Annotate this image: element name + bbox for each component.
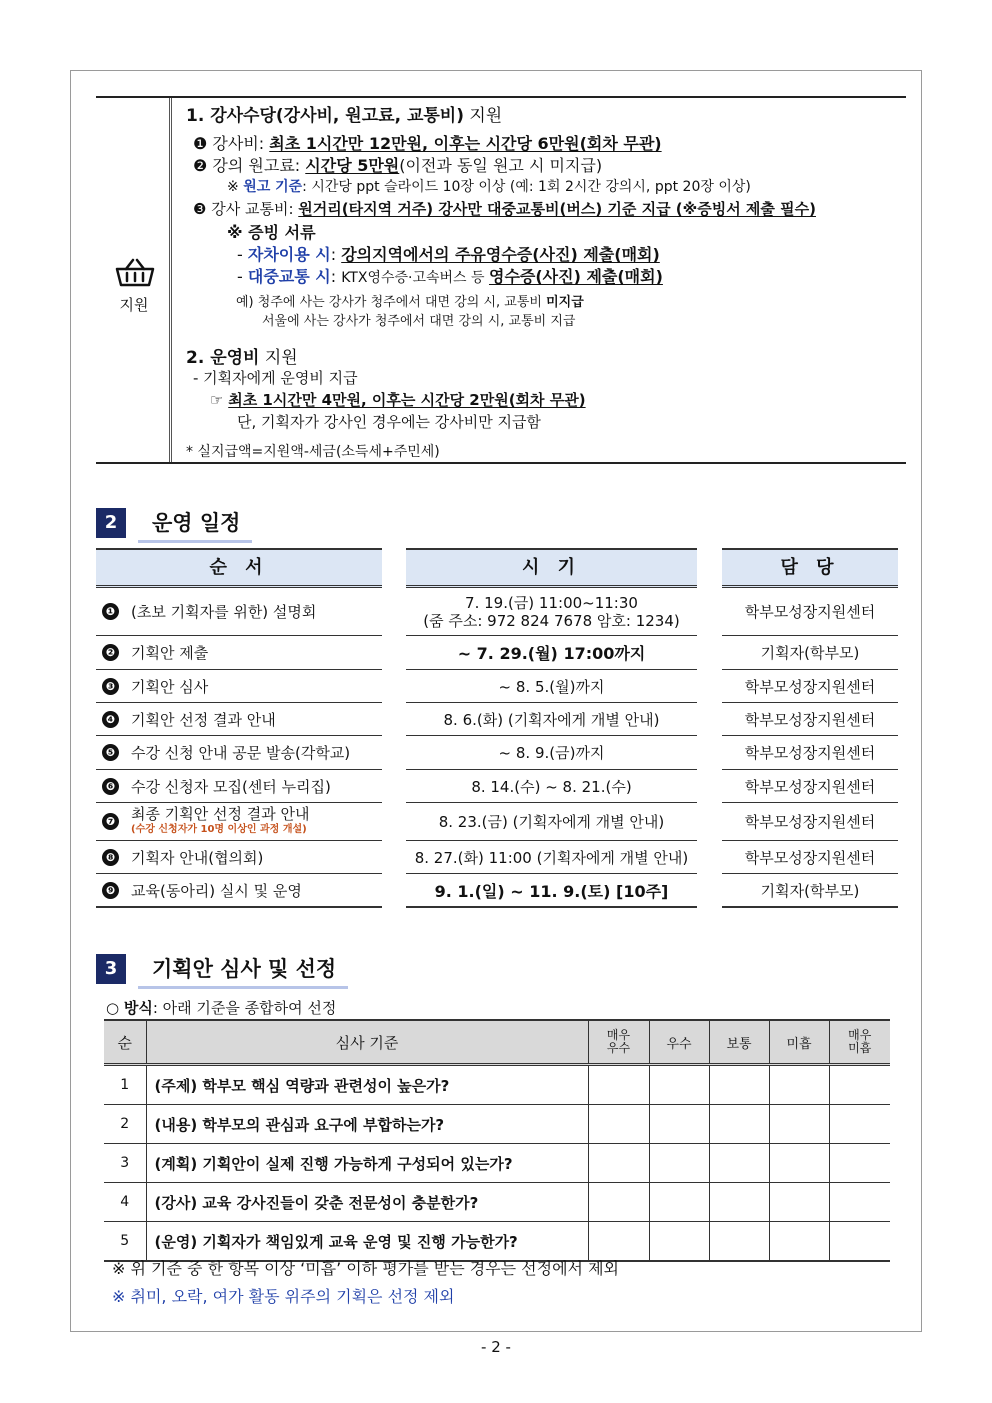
rating-cell[interactable] xyxy=(649,1144,709,1183)
example-1-text: 예) 청주에 사는 강사가 청주에서 대면 강의 시, 교통비 xyxy=(236,295,547,310)
schedule-row-7-task xyxy=(96,803,382,841)
transport-line xyxy=(193,198,816,219)
method-label: 방식 xyxy=(123,999,153,1017)
criteria-text: (강사) 교육 강사진들이 갖춘 전문성이 충분한가? xyxy=(146,1183,588,1222)
public-label: 대중교통 시 xyxy=(247,267,331,286)
item1-heading xyxy=(186,101,502,126)
task-text: 수강 신청자 모집(센터 누리집) xyxy=(131,777,331,796)
zoom-info: (줌 주소: 972 824 7678 암호: 1234) xyxy=(423,611,680,630)
rating-cell[interactable] xyxy=(709,1222,769,1262)
item1-suffix: 지원 xyxy=(463,106,503,126)
header-excellent: 우수 xyxy=(649,1020,709,1065)
car-label: 자차이용 시 xyxy=(247,245,331,264)
schedule-row-3-task xyxy=(96,670,382,703)
section2-title: 운영 일정 xyxy=(138,507,252,543)
header-very-poor xyxy=(829,1020,890,1065)
row-number: 1 xyxy=(104,1065,146,1105)
rating-cell[interactable] xyxy=(829,1183,890,1222)
section3-number: 3 xyxy=(96,954,126,984)
car-dash: - xyxy=(237,245,248,264)
rating-cell[interactable] xyxy=(709,1105,769,1144)
section2-number: 2 xyxy=(96,508,126,538)
criteria-text: (운영) 기획자가 책임있게 교육 운영 및 진행 가능한가? xyxy=(146,1222,588,1262)
task-text: (초보 기획자를 위한) 설명회 xyxy=(131,603,317,621)
manuscript-bullet: ❷ xyxy=(193,156,208,175)
row-number: 4 xyxy=(104,1183,146,1222)
table-row xyxy=(104,1105,890,1144)
step-number-7: ❼ xyxy=(102,813,119,830)
schedule-row-9-date: 9. 1.(일) ~ 11. 9.(토) [10주] xyxy=(406,874,697,908)
rating-cell[interactable] xyxy=(588,1105,649,1144)
operation-line-3: 단, 기획자가 강사인 경우에는 강사비만 지급함 xyxy=(237,413,541,431)
schedule-header-owner: 담 당 xyxy=(722,548,898,588)
evaluation-header-row xyxy=(104,1020,890,1065)
method-text: : 아래 기준을 종합하여 선정 xyxy=(152,999,337,1017)
schedule-row-8-task xyxy=(96,841,382,874)
table-row xyxy=(104,1065,890,1105)
schedule-row-2-task xyxy=(96,636,382,670)
schedule-row-4-task xyxy=(96,703,382,736)
task-note: (수강 신청자가 10명 이상인 과정 개설) xyxy=(131,823,307,835)
example-1-bold: 미지급 xyxy=(546,295,584,310)
schedule-row-7-date: 8. 23.(금) (기획자에게 개별 안내) xyxy=(406,803,697,841)
rating-cell[interactable] xyxy=(649,1105,709,1144)
table-row xyxy=(104,1144,890,1183)
support-label-cell xyxy=(96,98,172,462)
schedule-row-7-owner: 학부모성장지원센터 xyxy=(722,803,898,841)
exclusion-note-2: ※ 취미, 오락, 여가 활동 위주의 기획은 선정 제외 xyxy=(112,1287,455,1306)
car-line xyxy=(237,242,660,265)
rating-cell[interactable] xyxy=(709,1183,769,1222)
schedule-row-5-date: ~ 8. 9.(금)까지 xyxy=(406,736,697,770)
manuscript-note: (이전과 동일 원고 시 미지급) xyxy=(399,156,603,175)
schedule-row-1-task xyxy=(96,588,382,636)
header-criteria: 심사 기준 xyxy=(146,1020,588,1065)
manuscript-prefix: 강의 원고료: xyxy=(207,156,306,175)
schedule-row-2-owner: 기획자(학부모) xyxy=(722,636,898,670)
public-colon: : xyxy=(330,267,342,286)
header-average: 보통 xyxy=(709,1020,769,1065)
pointing-hand-icon: ☞ xyxy=(210,391,224,409)
page-number: - 2 - xyxy=(481,1338,511,1356)
evaluation-table xyxy=(104,1019,890,1262)
support-footnote: * 실지급액=지원액-세금(소득세+주민세) xyxy=(186,444,440,460)
schedule-header-order: 순 서 xyxy=(96,548,382,588)
schedule-row-9-owner: 기획자(학부모) xyxy=(722,874,898,908)
rating-cell[interactable] xyxy=(649,1065,709,1105)
rating-cell[interactable] xyxy=(829,1144,890,1183)
example-2: 서울에 사는 강사가 청주에서 대면 강의 시, 교통비 지급 xyxy=(262,314,576,329)
rating-cell[interactable] xyxy=(769,1065,829,1105)
date-text: 7. 19.(금) 11:00~11:30 xyxy=(465,593,638,612)
rating-cell[interactable] xyxy=(709,1065,769,1105)
item2-suffix: 지원 xyxy=(259,348,298,368)
schedule-header-date: 시 기 xyxy=(406,548,697,588)
manuscript-standard xyxy=(227,176,751,196)
example-1 xyxy=(236,291,584,310)
step-number-5: ❺ xyxy=(102,744,119,761)
transport-prefix: 강사 교통비: xyxy=(206,200,299,218)
task-text: 기획안 선정 결과 안내 xyxy=(131,710,276,729)
item2-title: 2. 운영비 xyxy=(186,348,260,368)
operation-line-2 xyxy=(210,389,586,410)
step-number-2: ❷ xyxy=(102,644,119,661)
basket-icon xyxy=(115,256,155,288)
selection-method xyxy=(106,997,336,1018)
step-number-6: ❻ xyxy=(102,778,119,795)
step-number-1: ❶ xyxy=(102,603,119,620)
transport-bullet: ❸ xyxy=(193,200,207,218)
fee-prefix: 강사비: xyxy=(207,134,270,153)
schedule-row-5-task xyxy=(96,736,382,770)
criteria-text: (내용) 학부모의 관심과 요구에 부합하는가? xyxy=(146,1105,588,1144)
schedule-row-4-owner: 학부모성장지원센터 xyxy=(722,703,898,736)
fee-detail: 최초 1시간만 12만원, 이후는 시간당 6만원(회차 무관) xyxy=(269,134,662,153)
rating-cell[interactable] xyxy=(769,1144,829,1183)
schedule-row-4-date: 8. 6.(화) (기획자에게 개별 안내) xyxy=(406,703,697,736)
header-g5b: 미흡 xyxy=(848,1041,872,1055)
task-text: 기획안 제출 xyxy=(131,644,209,662)
task-text: 최종 기획안 선정 결과 안내 xyxy=(131,804,310,823)
header-no: 순 xyxy=(104,1020,146,1065)
item2-heading xyxy=(186,343,298,368)
schedule-row-8-date: 8. 27.(화) 11:00 (기획자에게 개별 안내) xyxy=(406,841,697,874)
operation-detail: 최초 1시간만 4만원, 이후는 시간당 2만원(회차 무관) xyxy=(228,391,586,409)
manuscript-std-label: 원고 기준 xyxy=(243,179,303,195)
manuscript-std-mark: ※ xyxy=(227,179,244,195)
car-detail: 강의지역에서의 주유영수증(사진) 제출(매회) xyxy=(341,245,660,264)
transport-detail: 원거리(타지역 거주) 강사만 대중교통비(버스) 기준 지급 (※증빙서 제출 필수) xyxy=(298,200,816,218)
row-number: 2 xyxy=(104,1105,146,1144)
support-label: 지원 xyxy=(119,296,149,314)
header-g1b: 우수 xyxy=(606,1041,631,1055)
rating-cell[interactable] xyxy=(769,1183,829,1222)
rating-cell[interactable] xyxy=(709,1144,769,1183)
task-text: 기획안 심사 xyxy=(131,677,209,696)
public-detail: 영수증(사진) 제출(매회) xyxy=(488,267,663,286)
method-mark: ○ xyxy=(106,999,124,1017)
schedule-row-1-date xyxy=(406,588,697,636)
fee-bullet: ❶ xyxy=(193,134,208,153)
criteria-text: (주제) 학부모 핵심 역량과 관련성이 높은가? xyxy=(146,1065,588,1105)
criteria-text: (계획) 기획안이 실제 진행 가능하게 구성되어 있는가? xyxy=(146,1144,588,1183)
public-dash: - xyxy=(237,267,248,286)
schedule-row-1-owner: 학부모성장지원센터 xyxy=(722,588,898,636)
exclusion-note-1: ※ 위 기준 중 한 항목 이상 ‘미흡’ 이하 평가를 받는 경우는 선정에서 제외 xyxy=(112,1259,620,1278)
rating-cell[interactable] xyxy=(588,1065,649,1105)
schedule-row-5-owner: 학부모성장지원센터 xyxy=(722,736,898,770)
rating-cell[interactable] xyxy=(829,1105,890,1144)
step-number-4: ❹ xyxy=(102,711,119,728)
rating-cell[interactable] xyxy=(649,1222,709,1262)
header-poor: 미흡 xyxy=(769,1020,829,1065)
schedule-row-3-owner: 학부모성장지원센터 xyxy=(722,670,898,703)
row-number: 3 xyxy=(104,1144,146,1183)
evidence-heading: ※ 증빙 서류 xyxy=(227,223,316,242)
operation-line-1: - 기획자에게 운영비 지급 xyxy=(193,369,358,387)
rating-cell[interactable] xyxy=(649,1183,709,1222)
task-text: 수강 신청 안내 공문 발송(각학교) xyxy=(131,744,351,762)
step-number-3: ❸ xyxy=(102,678,119,695)
public-text: KTX영수증·고속버스 등 xyxy=(341,270,489,286)
task-text: 기획자 안내(협의회) xyxy=(131,848,264,867)
schedule-row-8-owner: 학부모성장지원센터 xyxy=(722,841,898,874)
schedule-row-6-date: 8. 14.(수) ~ 8. 21.(수) xyxy=(406,770,697,803)
schedule-row-6-task xyxy=(96,770,382,803)
public-line xyxy=(237,264,663,287)
schedule-row-2-date: ~ 7. 29.(월) 17:00까지 xyxy=(406,636,697,670)
schedule-row-3-date: ~ 8. 5.(월)까지 xyxy=(406,670,697,703)
schedule-row-9-task xyxy=(96,874,382,908)
manuscript-std-text: : 시간당 ppt 슬라이드 10장 이상 (예: 1회 2시간 강의시, ppt 20장 이상) xyxy=(302,179,751,195)
rating-cell[interactable] xyxy=(588,1183,649,1222)
task-text: 교육(동아리) 실시 및 운영 xyxy=(131,881,302,900)
manuscript-line xyxy=(193,153,602,176)
section3-title: 기획안 심사 및 선정 xyxy=(138,953,348,989)
fee-line xyxy=(193,131,662,154)
header-g5a: 매우 xyxy=(848,1028,872,1042)
table-row xyxy=(104,1183,890,1222)
manuscript-detail: 시간당 5만원 xyxy=(305,156,400,175)
car-colon: : xyxy=(330,245,342,264)
schedule-row-6-owner: 학부모성장지원센터 xyxy=(722,770,898,803)
header-g1a: 매우 xyxy=(606,1028,631,1042)
rating-cell[interactable] xyxy=(829,1065,890,1105)
row-number: 5 xyxy=(104,1222,146,1262)
step-number-8: ❽ xyxy=(102,849,119,866)
rating-cell[interactable] xyxy=(829,1222,890,1262)
step-number-9: ❾ xyxy=(102,882,119,899)
header-excellent-plus xyxy=(588,1020,649,1065)
rating-cell[interactable] xyxy=(769,1222,829,1262)
item1-title: 1. 강사수당(강사비, 원고료, 교통비) xyxy=(186,106,464,126)
rating-cell[interactable] xyxy=(588,1144,649,1183)
rating-cell[interactable] xyxy=(769,1105,829,1144)
